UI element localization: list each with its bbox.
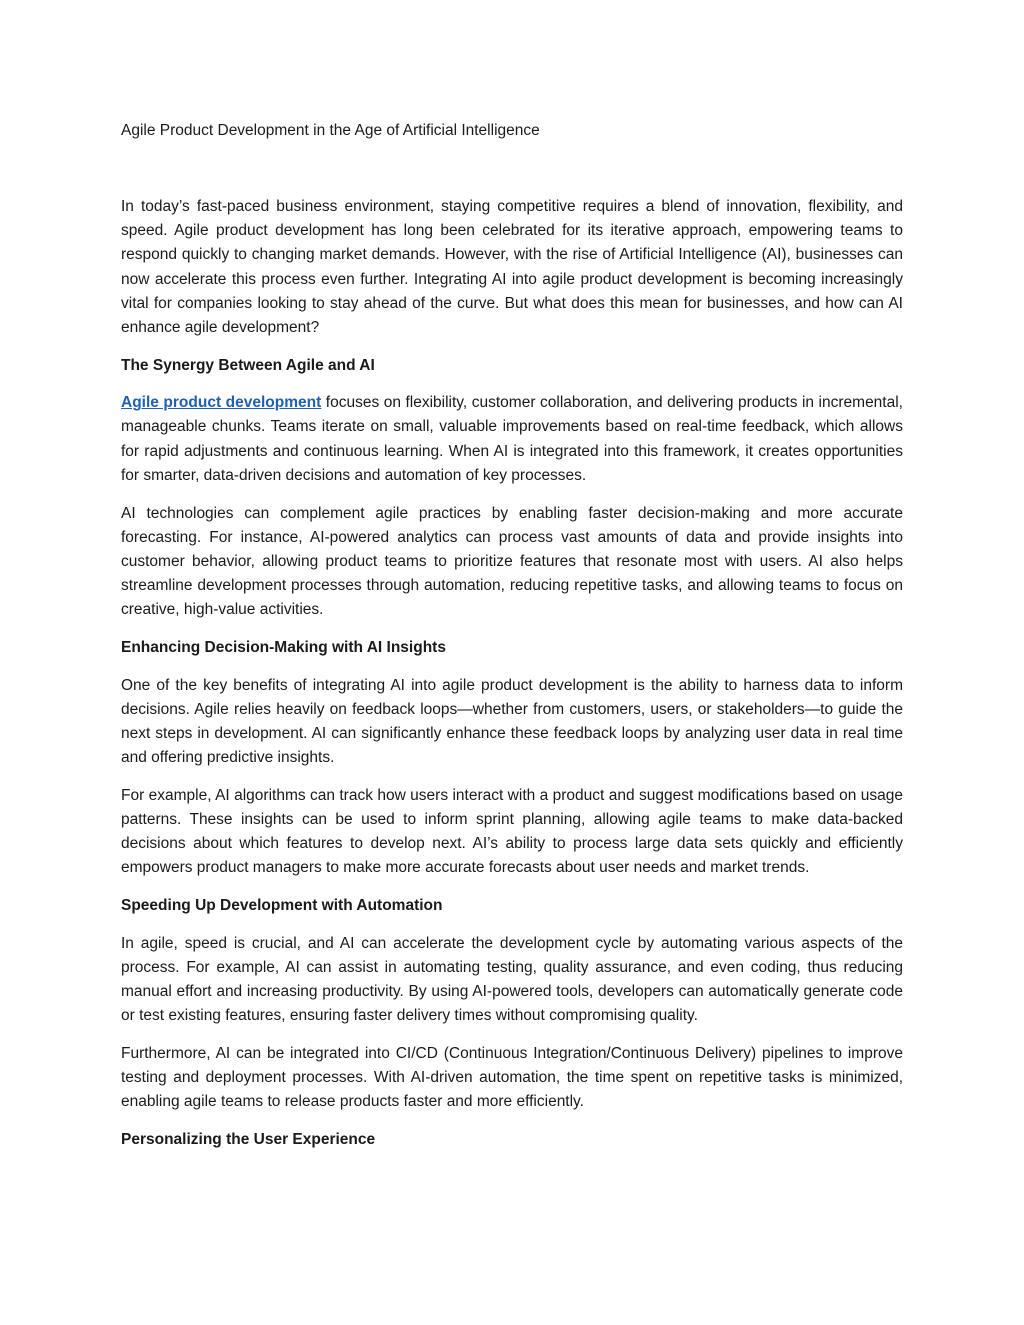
automation-paragraph-1: In agile, speed is crucial, and AI can accelerate the development cycle by automating various aspects of the process. For example, AI can assist in automating testing, quality assurance, and even coding, thus reducing manual effort and increasing productivity. By using AI-powered tools, developers can automatically generate code or test existing features, ensuring faster delivery times without compromising quality. — [121, 934, 903, 1025]
section-heading-decision-making: Enhancing Decision-Making with AI Insights — [121, 639, 446, 657]
section-heading-automation: Speeding Up Development with Automation — [121, 897, 443, 915]
decision-paragraph-2: For example, AI algorithms can track how users interact with a product and suggest modifications based on usage patterns. These insights can be used to inform sprint planning, allowing agile teams to make data-backed decisions about which features to develop next. AI’s ability to process large data sets quickly and efficiently empowers product managers to make more accurate forecasts about user needs and market trends. — [121, 786, 903, 877]
synergy-paragraph-1 — [121, 391, 903, 488]
synergy-paragraph-2: AI technologies can complement agile practices by enabling faster decision-making and more accurate forecasting. For instance, AI-powered analytics can process vast amounts of data and provide insights into customer behavior, allowing product teams to prioritize features that resonate most with users. AI also helps streamline development processes through automation, reducing repetitive tasks, and allowing teams to focus on creative, high-value activities. — [121, 504, 903, 619]
document-title: Agile Product Development in the Age of Artificial Intelligence — [121, 122, 540, 139]
synergy-paragraph-1-text: focuses on flexibility, customer collaboration, and delivering products in incremental, manageable chunks. Teams iterate on small, valuable improvements based on real-time feedback, which allows for rapid adjustments and continuous learning. When AI is integrated into this framework, it creates opportunities for smarter, data-driven decisions and automation of key processes. — [121, 394, 903, 484]
document-page — [121, 119, 903, 1166]
decision-paragraph-1: One of the key benefits of integrating AI into agile product development is the ability to harness data to inform decisions. Agile relies heavily on feedback loops—whether from customers, users, or stakeholders—to guide the next steps in development. AI can significantly enhance these feedback loops by analyzing user data in real time and offering predictive insights. — [121, 676, 903, 767]
section-heading-synergy: The Synergy Between Agile and AI — [121, 356, 375, 374]
intro-paragraph: In today’s fast-paced business environment, staying competitive requires a blend of innovation, flexibility, and speed. Agile product development has long been celebrated for its iterative approach, empowering teams to respond quickly to changing market demands. However, with the rise of Artificial Intelligence (AI), businesses can now accelerate this process even further. Integrating AI into agile product development is becoming increasingly vital for companies looking to stay ahead of the curve. But what does this mean for businesses, and how can AI enhance agile development? — [121, 198, 903, 337]
section-heading-personalizing: Personalizing the User Experience — [121, 1131, 376, 1149]
agile-product-development-link[interactable]: Agile product development — [121, 394, 322, 412]
automation-paragraph-2: Furthermore, AI can be integrated into CI/CD (Continuous Integration/Continuous Delivery) pipelines to improve testing and deployment processes. With AI-driven automation, the time spent on repetitive tasks is minimized, enabling agile teams to release products faster and more efficiently. — [121, 1044, 903, 1111]
